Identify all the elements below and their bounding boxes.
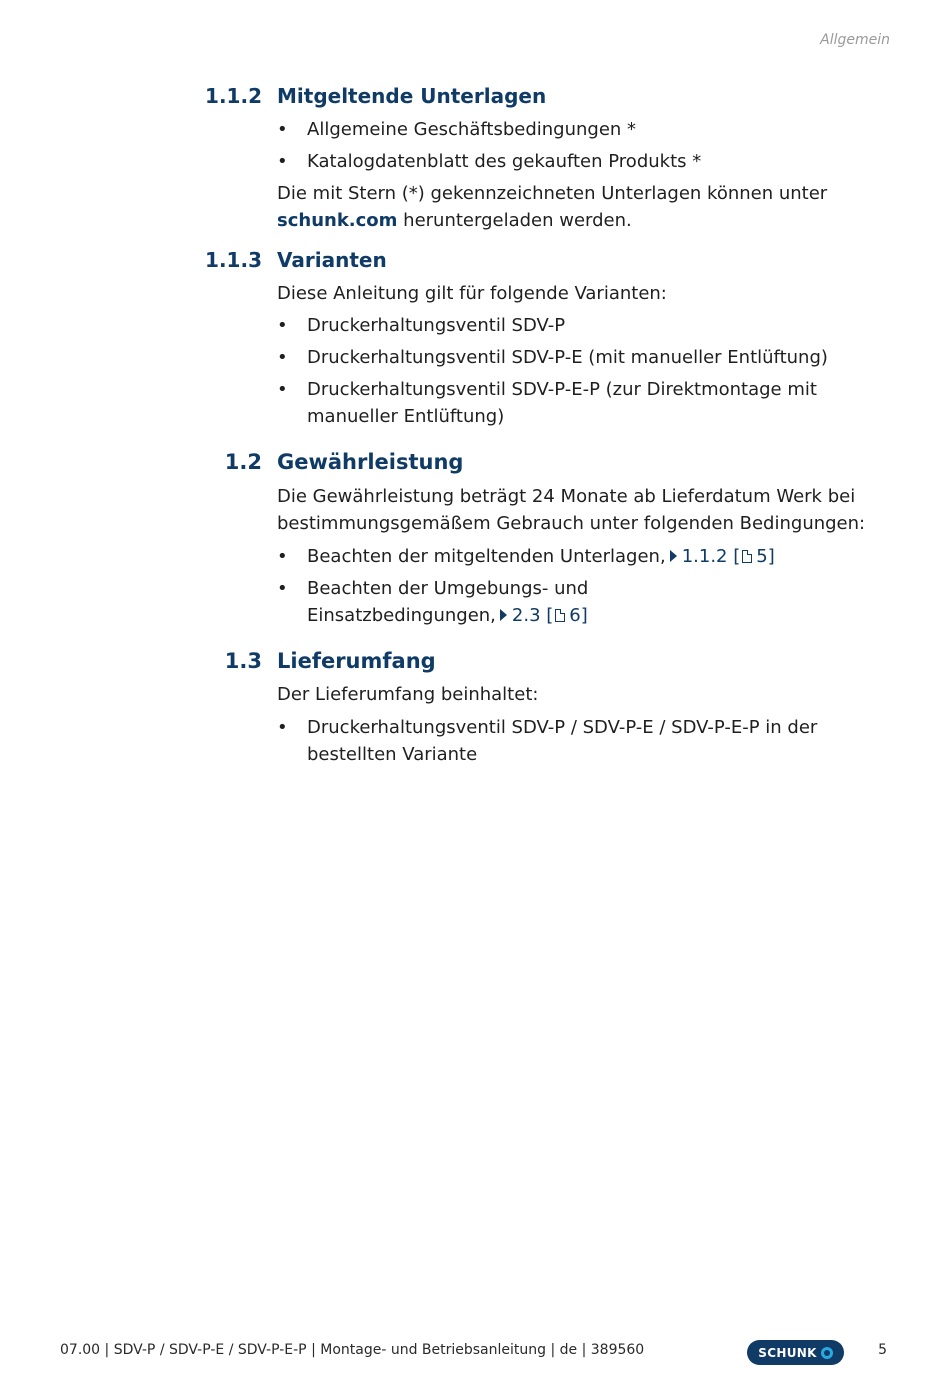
- bullet-icon: •: [277, 578, 288, 599]
- heading-1-2: [0, 450, 463, 474]
- list-item: • Allgemeine Geschäftsbedingungen *: [277, 116, 907, 143]
- heading-1-1-3: [0, 248, 387, 272]
- cross-reference-link[interactable]: 1.1.2 [ 5]: [666, 546, 775, 567]
- bullet-icon: •: [277, 315, 288, 336]
- list-item: • Katalogdatenblatt des gekauften Produkts *: [277, 148, 907, 175]
- section-title: Mitgeltende Unterlagen: [277, 84, 547, 108]
- page-icon: [555, 609, 565, 622]
- section-title: Lieferumfang: [277, 649, 436, 673]
- bullet-icon: •: [277, 119, 288, 140]
- list-item: • Druckerhaltungsventil SDV-P / SDV-P-E / SDV-P-E-P in der bestellten Variante: [277, 714, 867, 768]
- bullet-icon: •: [277, 546, 288, 567]
- footer-text: 07.00 | SDV-P / SDV-P-E / SDV-P-E-P | Montage- und Betriebsanleitung | de | 389560: [60, 1342, 645, 1358]
- paragraph: Diese Anleitung gilt für folgende Varianten:: [277, 283, 667, 304]
- list-item: • Beachten der Umgebungs- und Einsatzbedingungen, 2.3 [ 6]: [277, 575, 607, 629]
- arrow-right-icon: [670, 550, 677, 562]
- section-number: 1.2: [224, 450, 262, 474]
- section-number: 1.1.2: [205, 84, 262, 108]
- running-header: Allgemein: [820, 32, 890, 48]
- list-item: • Druckerhaltungsventil SDV-P-E-P (zur Direktmontage mit manueller Entlüftung): [277, 376, 847, 430]
- page-number: 5: [878, 1342, 887, 1358]
- paragraph: Der Lieferumfang beinhaltet:: [277, 684, 539, 705]
- arrow-right-icon: [500, 609, 507, 621]
- bullet-icon: •: [277, 717, 288, 738]
- section-number: 1.3: [224, 649, 262, 673]
- bullet-icon: •: [277, 347, 288, 368]
- bullet-icon: •: [277, 379, 288, 400]
- paragraph: Die mit Stern (*) gekennzeichneten Unterlagen können unter schunk.com heruntergeladen werden.: [277, 183, 828, 231]
- schunk-logo: SCHUNK: [747, 1340, 844, 1365]
- section-title: Gewährleistung: [277, 450, 464, 474]
- logo-mark-icon: [821, 1347, 833, 1359]
- list-item: • Druckerhaltungsventil SDV-P: [277, 312, 907, 339]
- list-item: • Beachten der mitgeltenden Unterlagen, 1.1.2 [ 5]: [277, 543, 907, 570]
- section-number: 1.1.3: [205, 248, 262, 272]
- bullet-icon: •: [277, 151, 288, 172]
- schunk-link[interactable]: schunk.com: [277, 210, 398, 231]
- cross-reference-link[interactable]: 2.3 [ 6]: [496, 605, 588, 626]
- heading-1-1-2: [0, 84, 546, 108]
- paragraph: Die Gewährleistung beträgt 24 Monate ab Lieferdatum Werk bei bestimmungsgemäßem Gebrauch unter folgenden Bedingungen:: [277, 486, 866, 534]
- section-title: Varianten: [277, 248, 387, 272]
- page-icon: [742, 550, 752, 563]
- list-item: • Druckerhaltungsventil SDV-P-E (mit manueller Entlüftung): [277, 344, 907, 371]
- heading-1-3: [0, 649, 436, 673]
